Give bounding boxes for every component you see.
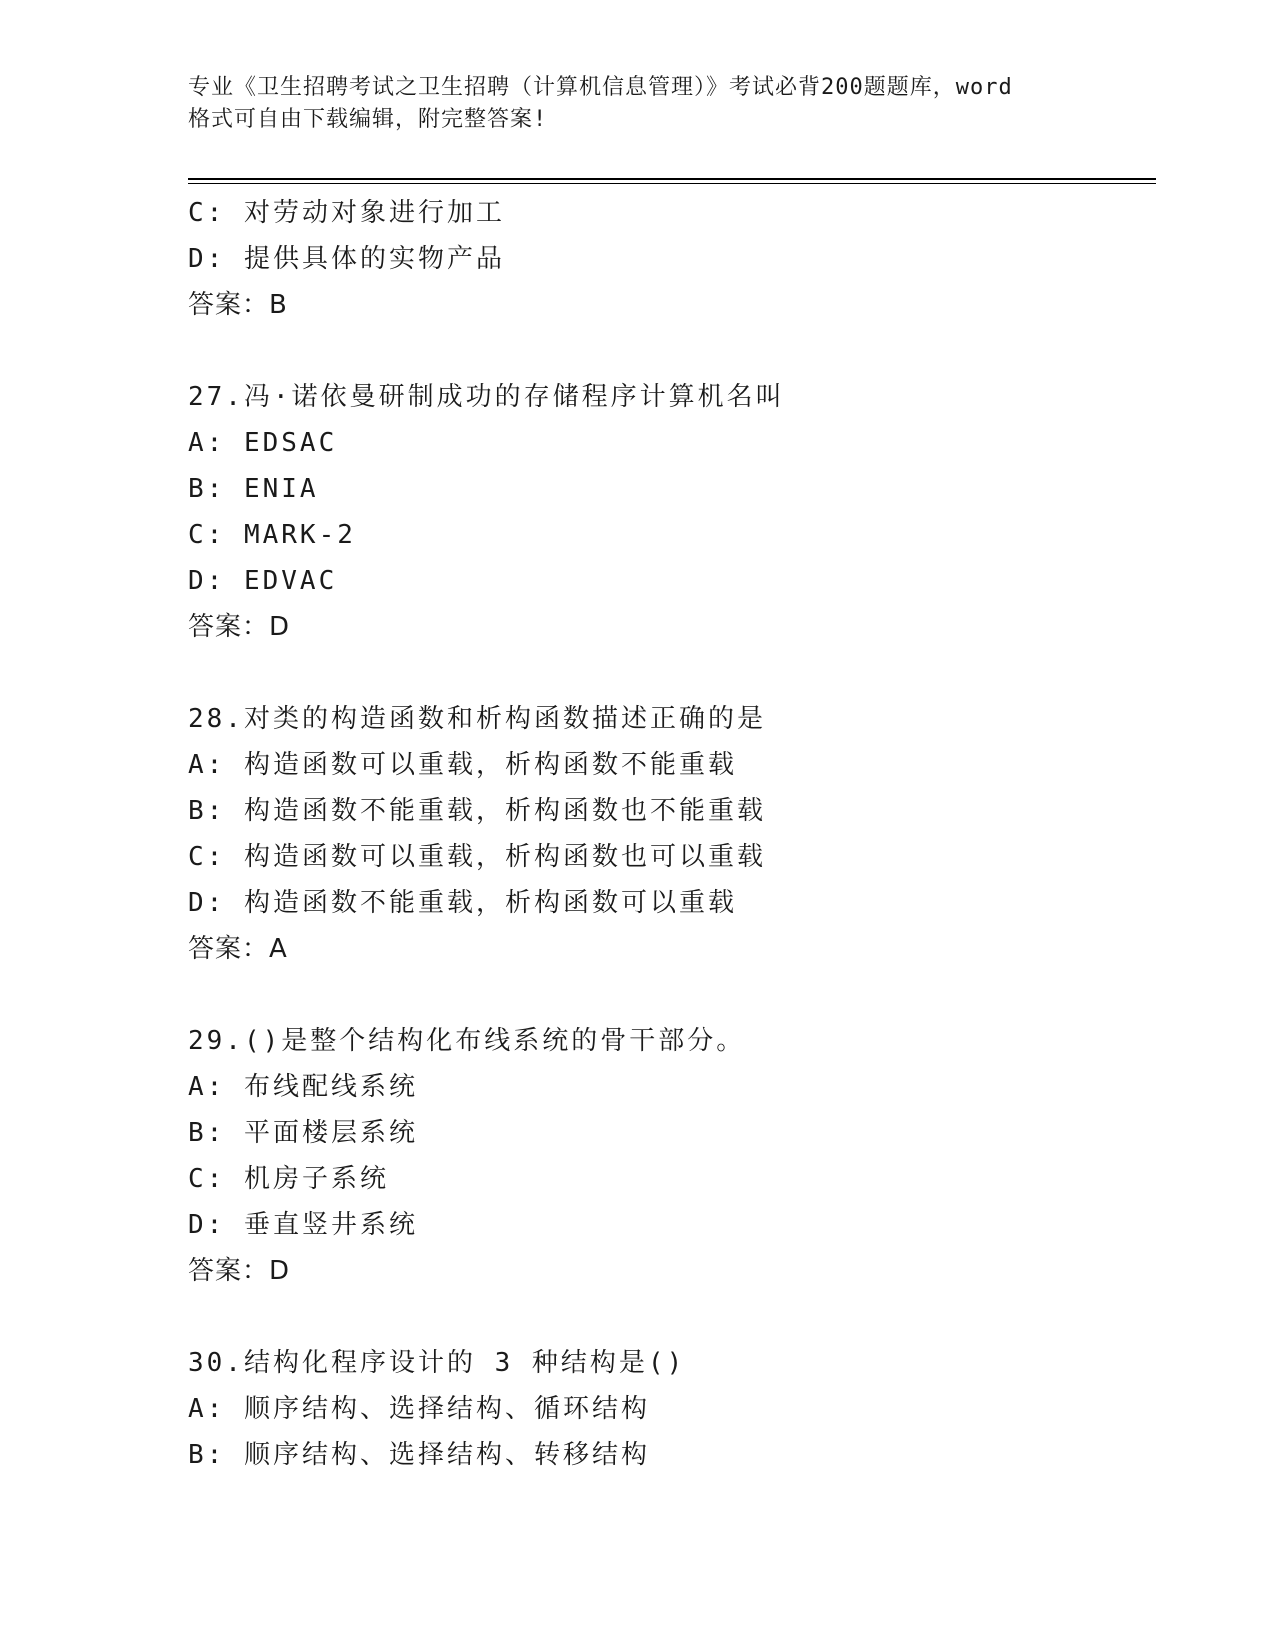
option-d: D: EDVAC: [188, 566, 338, 596]
question-27: [188, 374, 1156, 650]
question-stem: 29.()是整个结构化布线系统的骨干部分。: [188, 1026, 746, 1056]
option-d: D: 提供具体的实物产品: [188, 244, 505, 274]
answer-line: 答案：A: [188, 934, 288, 964]
question-28: [188, 696, 1156, 972]
option-b: B: 顺序结构、选择结构、转移结构: [188, 1440, 650, 1470]
question-26-continuation: [188, 190, 1156, 328]
option-c: C: 对劳动对象进行加工: [188, 198, 505, 228]
header-divider-thick: [188, 178, 1156, 180]
option-b: B: 平面楼层系统: [188, 1118, 418, 1148]
option-a: A: 布线配线系统: [188, 1072, 418, 1102]
option-c: C: 构造函数可以重载，析构函数也可以重载: [188, 842, 766, 872]
question-29: [188, 1018, 1156, 1294]
question-stem: 28.对类的构造函数和析构函数描述正确的是: [188, 704, 766, 734]
answer-line: 答案：D: [188, 612, 291, 642]
document-header: [188, 72, 1088, 136]
question-stem: 30.结构化程序设计的 3 种结构是(): [188, 1348, 686, 1378]
spacer: [188, 972, 1156, 1018]
option-b: B: ENIA: [188, 474, 319, 504]
header-title-line-1: 专业《卫生招聘考试之卫生招聘（计算机信息管理）》考试必背200题题库，word: [188, 75, 1013, 100]
answer-line: 答案：D: [188, 1256, 291, 1286]
option-b: B: 构造函数不能重载，析构函数也不能重载: [188, 796, 766, 826]
spacer: [188, 650, 1156, 696]
spacer: [188, 1294, 1156, 1340]
option-a: A: 顺序结构、选择结构、循环结构: [188, 1394, 650, 1424]
option-c: C: 机房子系统: [188, 1164, 389, 1194]
option-a: A: EDSAC: [188, 428, 338, 458]
option-d: D: 垂直竖井系统: [188, 1210, 418, 1240]
option-d: D: 构造函数不能重载，析构函数可以重载: [188, 888, 737, 918]
spacer: [188, 328, 1156, 374]
question-list: [188, 190, 1156, 1478]
option-a: A: 构造函数可以重载，析构函数不能重载: [188, 750, 737, 780]
option-c: C: MARK-2: [188, 520, 356, 550]
header-title-line-2: 格式可自由下载编辑，附完整答案!: [188, 107, 548, 132]
question-stem: 27.冯·诺依曼研制成功的存储程序计算机名叫: [188, 382, 785, 412]
header-divider-thin: [188, 183, 1156, 184]
answer-line: 答案：B: [188, 290, 288, 320]
question-30: [188, 1340, 1156, 1478]
